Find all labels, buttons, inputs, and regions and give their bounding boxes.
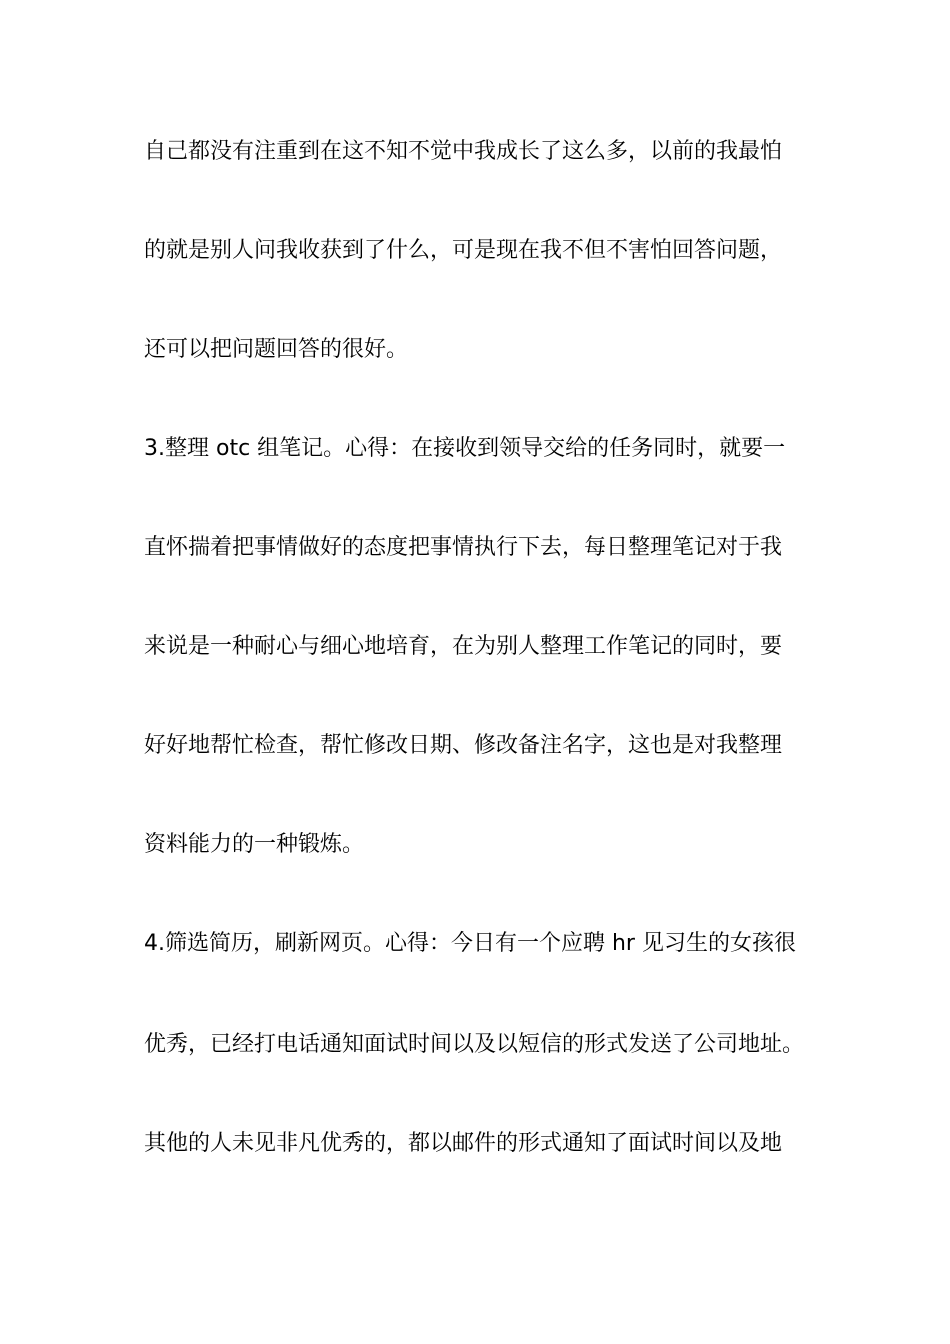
paragraph-line: 好好地帮忙检查，帮忙修改日期、修改备注名字，这也是对我整理 bbox=[144, 733, 783, 758]
paragraph-line: 自己都没有注重到在这不知不觉中我成长了这么多，以前的我最怕 bbox=[144, 139, 783, 164]
paragraph-line: 其他的人未见非凡优秀的，都以邮件的形式通知了面试时间以及地 bbox=[144, 1131, 783, 1156]
paragraph-line: 直怀揣着把事情做好的态度把事情执行下去，每日整理笔记对于我 bbox=[144, 535, 783, 560]
paragraph-line: 还可以把问题回答的很好。 bbox=[144, 337, 409, 362]
paragraph-line: 优秀，已经打电话通知面试时间以及以短信的形式发送了公司地址。 bbox=[144, 1032, 805, 1057]
paragraph-line: 3.整理 otc 组笔记。心得：在接收到领导交给的任务同时，就要一 bbox=[144, 436, 786, 461]
paragraph-line: 资料能力的一种锻炼。 bbox=[144, 832, 365, 857]
paragraph-line: 的就是别人问我收获到了什么，可是现在我不但不害怕回答问题， bbox=[144, 238, 783, 263]
paragraph-line: 来说是一种耐心与细心地培育，在为别人整理工作笔记的同时，要 bbox=[144, 634, 783, 659]
paragraph-line: 4.筛选简历，刷新网页。心得：今日有一个应聘 hr 见习生的女孩很 bbox=[144, 931, 796, 956]
